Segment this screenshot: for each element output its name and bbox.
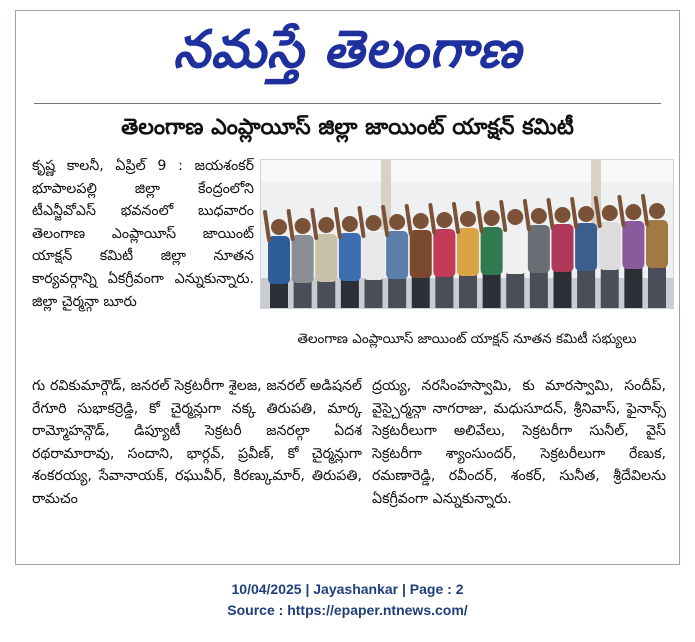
person-figure: [484, 210, 500, 226]
person-figure: [365, 278, 383, 309]
person-figure: [388, 277, 406, 309]
person-figure: [366, 215, 382, 231]
person-figure: [341, 279, 359, 309]
person-figure: [506, 272, 524, 309]
person-figure: [271, 219, 287, 235]
person-figure: [410, 230, 432, 278]
article-text-top: కృష్ణ కాలనీ, ఏప్రిల్ 9 : జయశంకర్ భూపాలపల్లి జిల్లా కేంద్రంలోని టీఎన్జీవోఎస్ భవనంలో బుధవారం తెలంగాణ ఎంప్లాయీస్ జాయింట్ యాక్షన్ కమిటీ జిల్లా నూతన కార్యవర్గాన్ని ఏకగ్రీవంగా ఎన్నుకున్నారు. జిల్లా చైర్మన్గా బూరు: [32, 158, 254, 310]
person-figure: [292, 235, 314, 283]
divider: [34, 103, 661, 104]
person-figure: [577, 269, 595, 309]
person-figure: [413, 213, 429, 229]
masthead-logo-text: నమస్తే తెలంగాణ: [173, 19, 522, 80]
person-figure: [601, 268, 619, 309]
person-figure: [483, 273, 501, 309]
person-figure: [295, 218, 311, 234]
person-figure: [317, 280, 335, 309]
person-figure: [624, 267, 642, 309]
person-figure: [460, 211, 476, 227]
person-figure: [268, 236, 290, 284]
footer-source: Source : https://epaper.ntnews.com/: [227, 602, 468, 618]
group-photo-illustration: [261, 160, 674, 309]
person-figure: [530, 271, 548, 309]
person-figure: [622, 221, 644, 269]
person-figure: [389, 214, 405, 230]
person-figure: [625, 204, 641, 220]
person-figure: [578, 206, 594, 222]
person-figure: [555, 207, 571, 223]
person-figure: [649, 203, 665, 219]
person-figure: [599, 222, 621, 270]
person-figure: [481, 227, 503, 275]
person-figure: [363, 232, 385, 280]
person-figure: [554, 270, 572, 309]
person-figure: [318, 217, 334, 233]
article-text-left: గు రవికుమార్గౌడ్, జనరల్ సెక్రటరీగా శైలజ, జనరల్ అడిషనల్ రేగూరి సుభాకర్రెడ్డి, కో చైర్మన్లుగా నక్క తిరుపతి, మార్క రామ్మోహన్గౌడ్, డిప్యూటీ సెక్రటరీ జనరల్గా ఏదశ రథరామారావు, సందాని, భార్గవ్, ప్రవీణ్, కో చైర్మన్లుగా శంకరయ్య, సేవానాయక్, రఘువీర్, కిరణ్కుమార్, తిరుపతి, రామచం: [32, 378, 362, 507]
person-figure: [459, 274, 477, 309]
footer-date-edition: 10/04/2025 | Jayashankar | Page : 2: [231, 581, 464, 597]
person-figure: [294, 281, 312, 309]
person-figure: [433, 229, 455, 277]
person-figure: [528, 225, 550, 273]
person-figure: [531, 208, 547, 224]
person-figure: [504, 226, 526, 274]
news-clipping: [15, 10, 680, 565]
article-text-right: ద్రయ్య, నరసింహస్వామి, కు మారస్వామి, సందీప్, వైస్చైర్మన్గా నాగరాజు, మధుసూదన్, శ్రీనివాస్, ఫైనాన్స్ సెక్రటరీలుగా అలివేలు, సెక్రటరీగా సునీల్, వైస్ సెక్రటరీగా శ్యాంసుందర్, సెక్రటరీలుగా రేణుక, రమణారెడ్డి, రవీందర్, శంకర్, సునీత, శ్రీదేవిలను ఏకగ్రీవంగా ఎన్నుకున్నారు.: [372, 378, 666, 507]
person-figure: [339, 233, 361, 281]
photo-caption: తెలంగాణ ఎంప్లాయీస్ జాయింట్ యాక్షన్ నూతన కమిటీ సభ్యులు: [297, 331, 637, 347]
person-figure: [457, 228, 479, 276]
person-figure: [648, 266, 666, 309]
group-photo: [260, 159, 674, 309]
person-figure: [435, 275, 453, 309]
person-figure: [507, 209, 523, 225]
person-figure: [386, 231, 408, 279]
person-figure: [412, 276, 430, 309]
person-figure: [270, 282, 288, 309]
person-figure: [552, 224, 574, 272]
person-figure: [342, 216, 358, 232]
person-figure: [315, 234, 337, 282]
newspaper-masthead: [16, 11, 679, 95]
person-figure: [602, 205, 618, 221]
person-figure: [436, 212, 452, 228]
person-figure: [646, 220, 668, 268]
person-figure: [575, 223, 597, 271]
article-headline: తెలంగాణ ఎంప్లాయీస్ జిల్లా జాయింట్ యాక్షన్ కమిటీ: [121, 115, 574, 140]
